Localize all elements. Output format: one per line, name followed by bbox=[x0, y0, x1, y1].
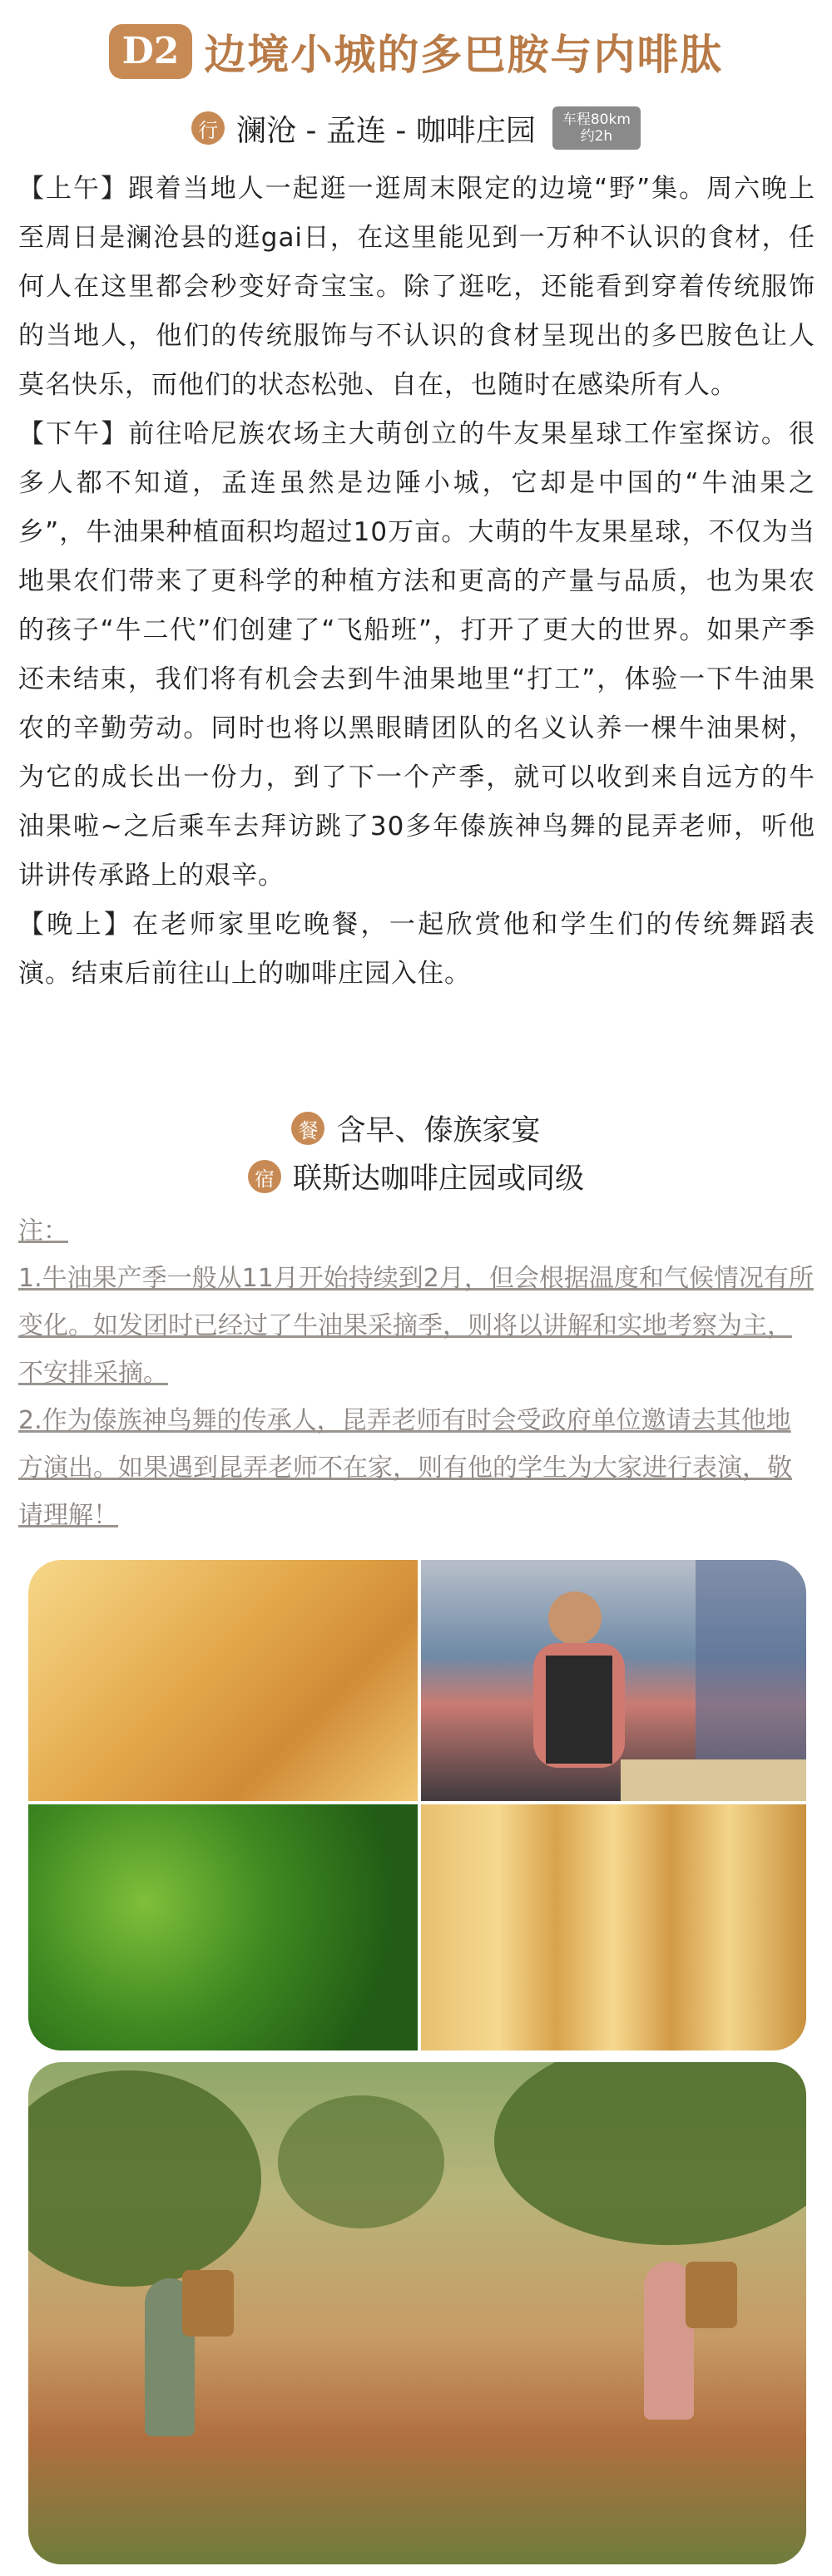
meal-row bbox=[0, 1104, 832, 1152]
notes-block bbox=[18, 1207, 815, 1539]
itinerary-text bbox=[18, 165, 815, 999]
woman-figure bbox=[421, 1560, 806, 1801]
distance-value: 车程80km bbox=[562, 111, 631, 128]
bamboo-shoots-photo bbox=[421, 1804, 806, 2050]
note-item-2: 2.作为傣族神鸟舞的传承人，昆弄老师有时会受政府单位邀请去其他地方演出。如果遇到昆弄老师不在家，则有他的学生为大家进行表演，敬请理解！ bbox=[18, 1406, 792, 1530]
basket-right bbox=[686, 2262, 737, 2328]
lodging-icon: 宿 bbox=[248, 1160, 281, 1193]
distance-badge bbox=[552, 106, 641, 150]
route-icon: 行 bbox=[191, 111, 225, 145]
notes-label: 注： bbox=[18, 1216, 68, 1246]
meal-lodging-block bbox=[0, 1104, 832, 1201]
chili-photo bbox=[28, 1804, 418, 2050]
lodging-row bbox=[0, 1152, 832, 1201]
avocado-orchard-photo bbox=[28, 2062, 806, 2564]
route-text: 澜沧 - 孟连 - 咖啡庄园 bbox=[236, 113, 536, 148]
tree-left bbox=[28, 2070, 261, 2287]
local-woman-photo bbox=[421, 1560, 806, 1801]
tree-right bbox=[494, 2062, 806, 2245]
note-item-1: 1.牛油果产季一般从11月开始持续到2月，但会根据温度和气候情况有所变化。如发团时已经过了牛油果采摘季，则将以讲解和实地考察为主，不安排采摘。 bbox=[18, 1264, 814, 1388]
day-header bbox=[0, 18, 832, 85]
mushroom-photo bbox=[28, 1560, 418, 1801]
lodging-text: 联斯达咖啡庄园或同级 bbox=[292, 1162, 584, 1196]
morning-paragraph: 【上午】跟着当地人一起逛一逛周末限定的边境“野”集。周六晚上至周日是澜沧县的逛gai日，在这里能见到一万种不认识的食材，任何人在这里都会秒变好奇宝宝。除了逛吃，还能看到穿着传统服饰的当地人，他们的传统服饰与不认识的食材呈现出的多巴胺色让人莫名快乐，而他们的状态松弛、自在，也随时在感染所有人。 bbox=[18, 174, 815, 400]
day-title: 边境小城的多巴胺与内啡肽 bbox=[204, 31, 724, 79]
tree-middle bbox=[278, 2095, 444, 2228]
meal-text: 含早、傣族家宴 bbox=[336, 1114, 541, 1147]
meal-icon: 餐 bbox=[291, 1112, 324, 1145]
day-badge: D2 bbox=[109, 24, 193, 79]
basket-left bbox=[182, 2270, 234, 2337]
route-row bbox=[0, 101, 832, 155]
duration-value: 约2h bbox=[580, 128, 613, 145]
evening-paragraph: 【晚上】在老师家里吃晚餐，一起欣赏他和学生们的传统舞蹈表演。结束后前往山上的咖啡庄园入住。 bbox=[18, 910, 815, 989]
afternoon-paragraph: 【下午】前往哈尼族农场主大萌创立的牛友果星球工作室探访。很多人都不知道，孟连虽然是边陲小城，它却是中国的“牛油果之乡”，牛油果种植面积均超过10万亩。大萌的牛友果星球，不仅为当地果农们带来了更科学的种植方法和更高的产量与品质，也为果农的孩子“牛二代”们创建了“飞船班”，打开了更大的世界。如果产季还未结束，我们将有机会去到牛油果地里“打工”，体验一下牛油果农的辛勤劳动。同时也将以黑眼睛团队的名义认养一棵牛油果树，为它的成长出一份力，到了下一个产季，就可以收到来自远方的牛油果啦~之后乘车去拜访跳了30多年傣族神鸟舞的昆弄老师，听他讲讲传承路上的艰辛。 bbox=[18, 419, 815, 891]
market-photo-grid bbox=[28, 1560, 806, 2050]
